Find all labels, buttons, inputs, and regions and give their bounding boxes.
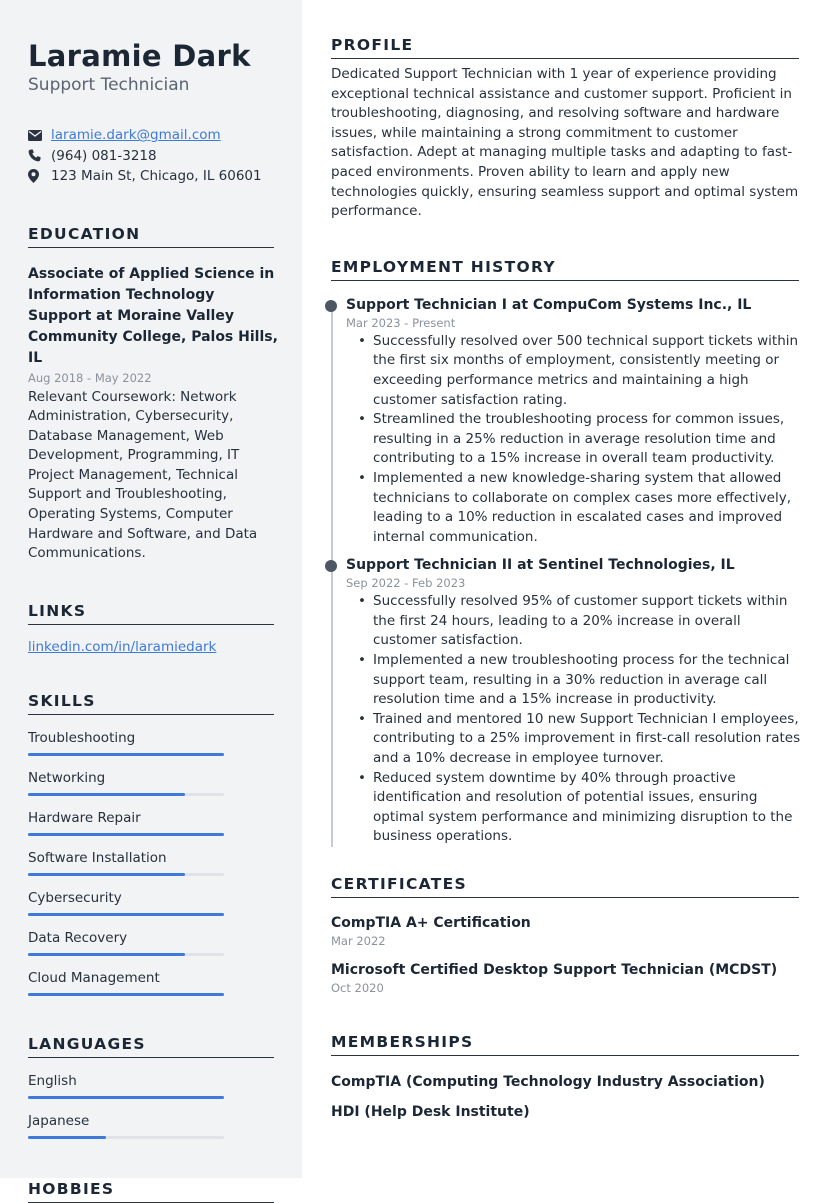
certificate-name: Microsoft Certified Desktop Support Technician (MCDST): [331, 962, 778, 978]
skill-item: [28, 969, 274, 996]
skill-level-fill: [28, 873, 185, 876]
job-entry-dates: Sep 2022 - Feb 2023: [346, 576, 466, 591]
job-entry: [331, 295, 799, 548]
timeline-dot: [325, 300, 337, 312]
certificate-item: [331, 913, 799, 948]
job-bullets: [346, 592, 799, 847]
job-bullet: • Trained and mentored 10 new Support Technician I employees, contributing to a 25% improvement in first-call resolution rates and a 10% decrease in employee turnover.: [346, 710, 801, 769]
job-bullet: • Streamlined the troubleshooting process for common issues, resulting in a 25% reduction in average resolution time and contributing to a 15% increase in overall team productivity.: [346, 410, 801, 469]
skill-level-fill: [28, 1096, 224, 1099]
job-bullet: • Implemented a new troubleshooting process for the technical support team, resulting in a 30% reduction in average call resolution time and a 15% increase in productivity.: [346, 651, 801, 710]
education-heading: EDUCATION: [28, 225, 274, 248]
skill-item: [28, 889, 274, 916]
skill-label: Networking: [28, 769, 106, 786]
certificate-name: CompTIA A+ Certification: [331, 915, 531, 931]
skills-section: [28, 692, 274, 996]
skill-item: [28, 1112, 274, 1139]
skills-heading: SKILLS: [28, 692, 274, 715]
address-text: 123 Main St, Chicago, IL 60601: [51, 168, 262, 185]
memberships-section: [331, 1033, 799, 1122]
skill-item: [28, 929, 274, 956]
skill-level-fill: [28, 833, 224, 836]
education-coursework: Relevant Coursework: Network Administration, Cybersecurity, Database Management, Web Development, Programming, IT Project Management, Technical Support and Troubleshooting, Operating Systems, Computer Hardware and Software, and Data Communications.: [28, 388, 258, 562]
education-section: [28, 224, 278, 564]
education-dates: Aug 2018 - May 2022: [28, 370, 152, 385]
contact-email: [28, 125, 274, 146]
certificates-heading: CERTIFICATES: [331, 875, 799, 898]
skill-level-fill: [28, 793, 185, 796]
job-title: Support Technician: [28, 75, 190, 95]
hobbies-section: [28, 1180, 274, 1203]
main-content: [302, 0, 833, 1178]
skill-item: [28, 809, 274, 836]
membership-item: HDI (Help Desk Institute): [331, 1104, 530, 1120]
employment-heading: EMPLOYMENT HISTORY: [331, 258, 799, 281]
membership-item: CompTIA (Computing Technology Industry Association): [331, 1074, 765, 1090]
candidate-name: Laramie Dark: [28, 39, 251, 73]
skill-level-fill: [28, 953, 185, 956]
job-entry-dates: Mar 2023 - Present: [346, 315, 456, 330]
skill-label: Cloud Management: [28, 969, 160, 986]
skill-label: Japanese: [28, 1112, 90, 1129]
contact-address: [28, 166, 274, 187]
phone-text: (964) 081-3218: [51, 147, 157, 164]
job-bullet: • Successfully resolved over 500 technical support tickets within the first six months of employment, consistently meeting or exceeding performance metrics and maintaining a high customer satisfaction rating.: [346, 332, 801, 410]
skill-label: English: [28, 1072, 77, 1089]
skills-list: [28, 729, 274, 996]
phone-icon: [28, 149, 51, 162]
skill-level-bar: [28, 1136, 224, 1139]
skill-item: [28, 849, 274, 876]
job-bullets: [346, 332, 799, 548]
contact-phone: [28, 146, 274, 167]
timeline-dot: [325, 560, 337, 572]
job-entry-title: Support Technician II at Sentinel Technologies, IL: [346, 557, 735, 574]
certificate-item: [331, 960, 799, 995]
envelope-icon: [28, 130, 51, 141]
employment-section: [331, 258, 799, 847]
job-bullet: • Reduced system downtime by 40% through proactive identification and resolution of potential issues, ensuring optimal system performance and minimizing disruption to the business operations.: [346, 769, 801, 847]
skill-level-bar: [28, 793, 224, 796]
skill-label: Cybersecurity: [28, 889, 122, 906]
skill-label: Data Recovery: [28, 929, 128, 946]
skill-level-fill: [28, 1136, 106, 1139]
profile-text: Dedicated Support Technician with 1 year of experience providing exceptional technical assistance and customer support. Proficient in troubleshooting, diagnosing, and resolving software and hardware issues, while maintaining a strong commitment to customer satisfaction. Adept at managing multiple tasks and adapting to fast-paced environments. Proven ability to learn and apply new technologies quickly, ensuring seamless support and optimal system performance.: [331, 66, 799, 220]
sidebar: [0, 0, 302, 1198]
job-bullet: • Implemented a new knowledge-sharing system that allowed technicians to collaborate on complex cases more effectively, leading to a 10% reduction in escalated cases and improved internal communication.: [346, 469, 801, 547]
email-link[interactable]: laramie.dark@gmail.com: [51, 127, 221, 144]
profile-heading: PROFILE: [331, 36, 799, 59]
skill-level-bar: [28, 833, 224, 836]
skill-item: [28, 729, 274, 756]
hobbies-heading: HOBBIES: [28, 1180, 274, 1203]
languages-list: [28, 1072, 274, 1139]
profile-section: [331, 36, 799, 222]
skill-label: Troubleshooting: [28, 729, 136, 746]
skill-level-bar: [28, 993, 224, 996]
skill-level-fill: [28, 913, 224, 916]
skill-label: Software Installation: [28, 849, 167, 866]
linkedin-link[interactable]: linkedin.com/in/laramiedark: [28, 638, 217, 655]
skill-level-bar: [28, 753, 224, 756]
certificate-date: Oct 2020: [331, 981, 384, 995]
skill-item: [28, 769, 274, 796]
languages-heading: LANGUAGES: [28, 1035, 274, 1058]
contact-list: [28, 125, 274, 187]
skill-level-bar: [28, 953, 224, 956]
skill-level-bar: [28, 873, 224, 876]
employment-timeline: [331, 295, 799, 847]
links-heading: LINKS: [28, 602, 274, 625]
certificate-date: Mar 2022: [331, 934, 386, 948]
skill-level-fill: [28, 753, 224, 756]
skill-level-bar: [28, 1096, 224, 1099]
skill-level-bar: [28, 913, 224, 916]
job-entry-title: Support Technician I at CompuCom Systems Inc., IL: [346, 296, 752, 313]
languages-section: [28, 1035, 274, 1139]
skill-label: Hardware Repair: [28, 809, 141, 826]
memberships-heading: MEMBERSHIPS: [331, 1033, 799, 1056]
skill-item: [28, 1072, 274, 1099]
job-entry: [331, 555, 799, 847]
skill-level-fill: [28, 993, 224, 996]
job-bullet: • Successfully resolved 95% of customer support tickets within the first 24 hours, leading to a 20% increase in overall customer satisfaction.: [346, 592, 801, 651]
certificates-section: [331, 875, 799, 995]
education-degree: Associate of Applied Science in Information Technology Support at Moraine Valley Community College, Palos Hills, IL: [28, 265, 278, 366]
location-pin-icon: [28, 169, 51, 183]
links-section: [28, 602, 274, 656]
